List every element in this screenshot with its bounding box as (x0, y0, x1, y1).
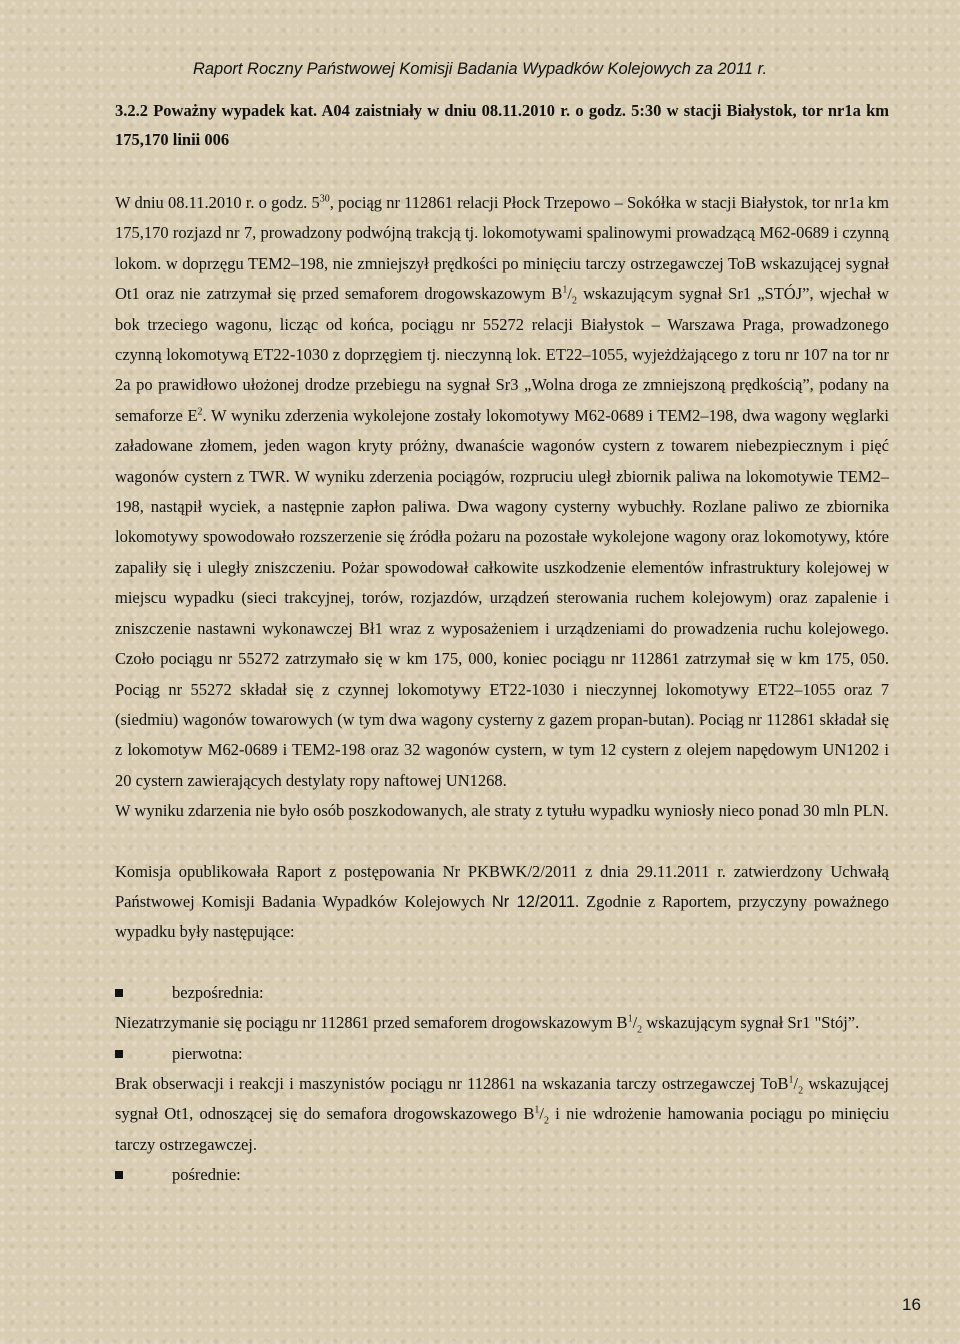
square-bullet-icon (115, 989, 123, 997)
square-bullet-icon (115, 1050, 123, 1058)
spacer (115, 154, 889, 188)
bullet-indirect-cause: pośrednie: (115, 1160, 889, 1190)
page-number: 16 (902, 1295, 921, 1314)
losses-paragraph: W wyniku zdarzenia nie było osób poszkodowanych, ale straty z tytułu wypadku wyniosły nieco ponad 30 mln PLN. (115, 801, 889, 821)
incident-description: W dniu 08.11.2010 r. o godz. $5^{30}$, pociąg nr 112861 relacji Płock Trzepowo – Sokółka w stacji Białystok, tor nr1a km 175,170 rozjazd nr 7, prowadzony podwójną trakcją tj. lokomotywami spalinowymi prowadzącą M62-0689 i czynną lokom. w doprzęgu TEM2–198, nie zmniejszył prędkości po minięciu tarczy ostrzegawczej ToB wskazującej sygnał Ot1 oraz nie zatrzymał się przed semaforem drogowskazowym $B^1/_2$ wskazującym sygnał Sr1 „STÓJ”, wjechał w bok trzeciego wagonu, licząc od końca, pociągu nr 55272 relacji Białystok – Warszawa Praga, prowadzonego czynną lokomotywą ET22-1030 z doprzęgiem tj. nieczynną lok. ET22–1055, wyjeżdżającego z toru nr 107 na tor nr 2a po prawidłowo ułożonej drodze przebiegu na sygnał Sr3 „Wolna droga ze zmniejszoną prędkością”, podany na semaforze $E^2$. W wyniku zderzenia wykolejone zostały lokomotywy M62-0689 i TEM2–198, dwa wagony węglarki załadowane złomem, jeden wagon kryty próżny, dwanaście wagonów cystern z towarem niebezpiecznym i pięć wagonów cystern z TWR. W wyniku zderzenia pociągów, rozpruciu uległ zbiornik paliwa na lokomotywie TEM2–198, nastąpił wyciek, a następnie zapłon paliwa. Dwa wagony cysterny wybuchły. Rozlane paliwo ze zbiornika lokomotywy spowodowało rozszerzenie się źródła pożaru na pozostałe wykolejone wagony oraz lokomotywy, które zapaliły się i uległy zniszczeniu. Pożar spowodował całkowite uszkodzenie elementów infrastruktury kolejowej w miejscu wypadku (sieci trakcyjnej, torów, rozjazdów, urządzeń sterowania ruchem kolejowym) oraz zapalenie i zniszczenie nastawni wykonawczej Bł1 wraz z wyposażeniem i urządzeniami do prowadzenia ruchu kolejowego. Czoło pociągu nr 55272 zatrzymało się w km 175, 000, koniec pociągu nr 112861 zatrzymał się w km 175, 050. Pociąg nr 55272 składał się z czynnej lokomotywy ET22-1030 i nieczynnej lokomotywy ET22–1055 oraz 7 (siedmiu) wagonów towarowych (w tym dwa wagony cysterny z gazem propan-butan). Pociąg nr 112861 składał się z lokomotyw M62-0689 i TEM2-198 oraz 32 wagonów cystern, w tym 12 cystern z olejem napędowym UN1202 i 20 cystern zawierających destylaty ropy naftowej UN1268. (115, 193, 890, 790)
section-heading: 3.2.2 Poważny wypadek kat. A04 zaistniały w dniu 08.11.2010 r. o godz. 5:30 w stacji Białystok, tor nr1a km 175,170 linii 006 (115, 101, 889, 149)
document-body (115, 96, 889, 1191)
square-bullet-icon (115, 1171, 123, 1179)
spacer (115, 827, 889, 857)
bullet-direct-cause: bezpośrednia: (115, 978, 889, 1008)
direct-cause-text: Niezatrzymanie się pociągu nr 112861 przed semaforem drogowskazowym $B^1/_2$ wskazującym sygnał Sr1 "Stój”. (115, 1013, 860, 1036)
commission-paragraph: Komisja opublikowała Raport z postępowania Nr PKBWK/2/2011 z dnia 29.11.2011 r. zatwierdzony Uchwałą Państwowej Komisji Badania Wypadków Kolejowych Nr 12/2011. Zgodnie z Raportem, przyczyny poważnego wypadku były następujące: (115, 861, 889, 942)
running-header: Raport Roczny Państwowej Komisji Badania Wypadków Kolejowych za 2011 r. (192, 60, 768, 78)
bullet-primary-cause: pierwotna: (115, 1039, 889, 1069)
spacer (115, 948, 889, 978)
primary-cause-text: Brak obserwacji i reakcji i maszynistów pociągu nr 112861 na wskazania tarczy ostrzegawczej $ToB^1/_2$ wskazującej sygnał Ot1, odnoszącej się do semafora drogowskazowego $B^1/_2$ i nie wdrożenie hamowania pociągu po minięciu tarczy ostrzegawczej. (115, 1073, 890, 1154)
